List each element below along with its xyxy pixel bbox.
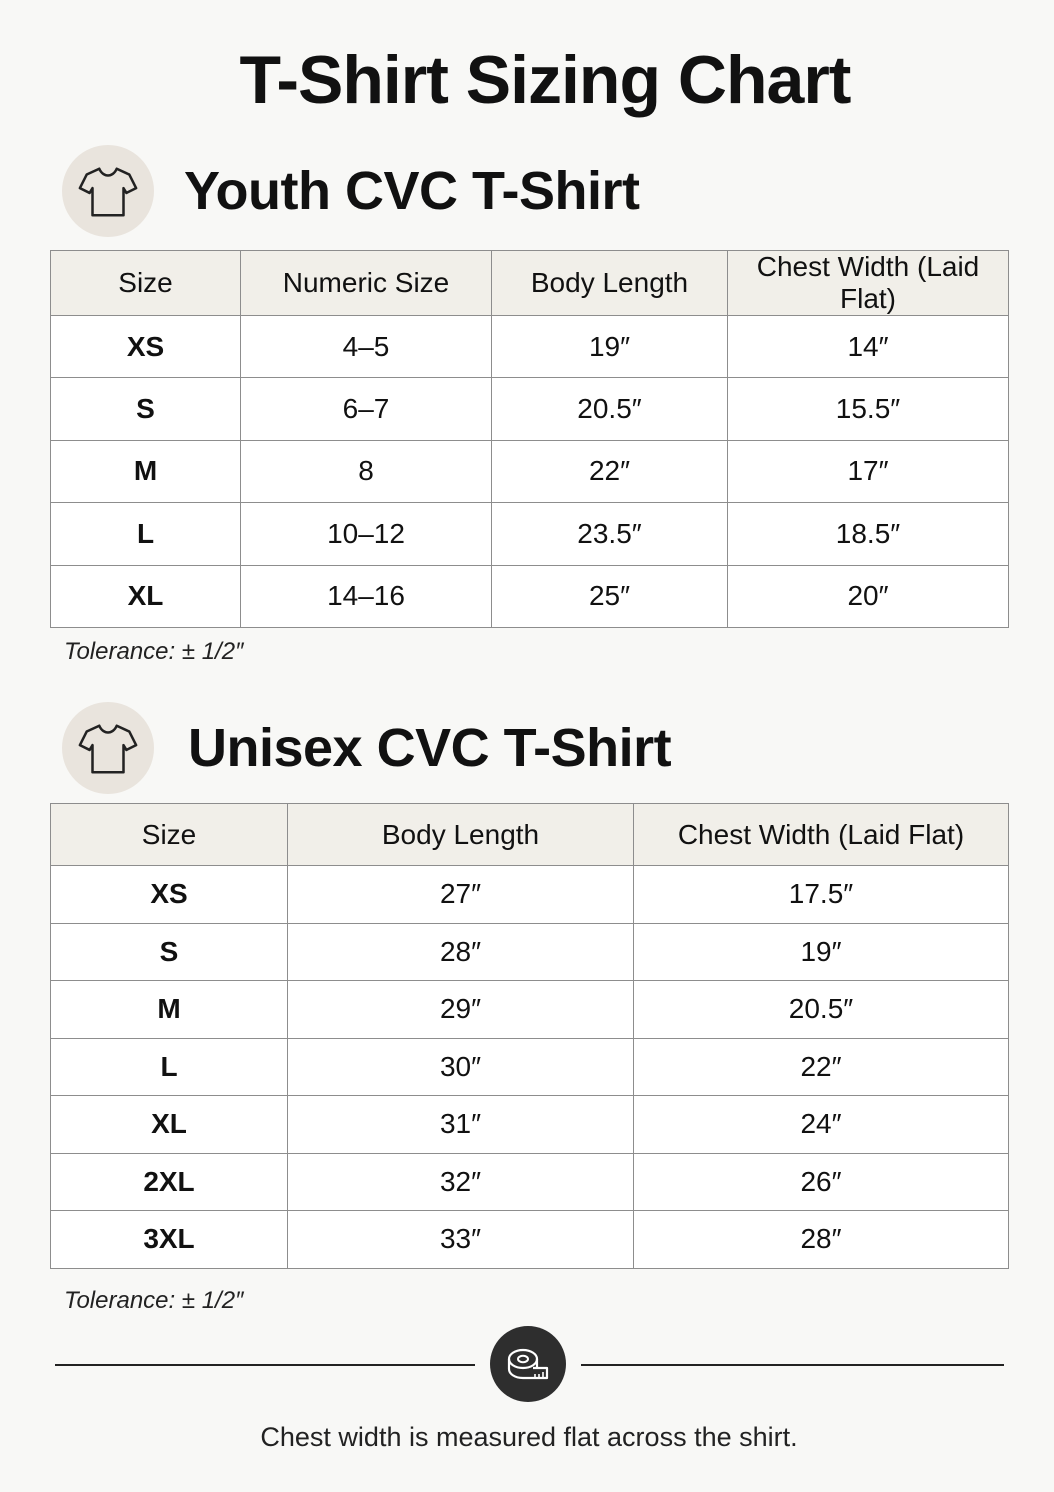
column-header-size: Size (51, 804, 288, 866)
size-cell: 2XL (51, 1153, 288, 1211)
youth-section-title: Youth CVC T-Shirt (184, 161, 640, 221)
size-cell: XS (51, 316, 241, 378)
body-length-cell: 31″ (288, 1096, 634, 1154)
body-length-cell: 20.5″ (492, 378, 728, 440)
chest-width-cell: 18.5″ (728, 503, 1009, 565)
chest-width-cell: 15.5″ (728, 378, 1009, 440)
column-header-size: Size (51, 251, 241, 316)
chest-width-cell: 26″ (634, 1153, 1009, 1211)
table-row (51, 1038, 1009, 1096)
unisex-tolerance-note: Tolerance: ± 1/2″ (64, 1287, 244, 1314)
chest-width-cell: 14″ (728, 316, 1009, 378)
youth-tolerance-note: Tolerance: ± 1/2″ (64, 638, 244, 665)
table-row (51, 565, 1009, 627)
table-row (51, 1096, 1009, 1154)
divider-left (55, 1364, 475, 1366)
table-header-row (51, 251, 1009, 316)
body-length-cell: 27″ (288, 866, 634, 924)
body-length-cell: 29″ (288, 981, 634, 1039)
numeric-size-cell: 14–16 (241, 565, 492, 627)
numeric-size-cell: 6–7 (241, 378, 492, 440)
column-header-numeric-size: Numeric Size (241, 251, 492, 316)
size-cell: XS (51, 866, 288, 924)
table-row (51, 981, 1009, 1039)
table-header-row (51, 804, 1009, 866)
table-row (51, 923, 1009, 981)
table-row (51, 1153, 1009, 1211)
divider-right (581, 1364, 1004, 1366)
table-row (51, 378, 1009, 440)
size-cell: S (51, 923, 288, 981)
size-cell: 3XL (51, 1211, 288, 1269)
numeric-size-cell: 4–5 (241, 316, 492, 378)
column-header-chest-width: Chest Width (Laid Flat) (728, 251, 1009, 316)
body-length-cell: 28″ (288, 923, 634, 981)
t-shirt-icon (62, 145, 154, 237)
chest-width-cell: 28″ (634, 1211, 1009, 1269)
youth-size-table (50, 250, 1009, 628)
body-length-cell: 33″ (288, 1211, 634, 1269)
body-length-cell: 30″ (288, 1038, 634, 1096)
table-row (51, 316, 1009, 378)
page-title: T-Shirt Sizing Chart (239, 42, 851, 118)
size-cell: M (51, 981, 288, 1039)
size-cell: XL (51, 565, 241, 627)
body-length-cell: 32″ (288, 1153, 634, 1211)
numeric-size-cell: 8 (241, 440, 492, 502)
footnote: Chest width is measured flat across the shirt. (260, 1422, 798, 1452)
chest-width-cell: 17″ (728, 440, 1009, 502)
chest-width-cell: 19″ (634, 923, 1009, 981)
size-cell: S (51, 378, 241, 440)
chest-width-cell: 24″ (634, 1096, 1009, 1154)
table-row (51, 440, 1009, 502)
body-length-cell: 19″ (492, 316, 728, 378)
chest-width-cell: 22″ (634, 1038, 1009, 1096)
column-header-body-length: Body Length (288, 804, 634, 866)
size-cell: XL (51, 1096, 288, 1154)
body-length-cell: 23.5″ (492, 503, 728, 565)
table-row (51, 1211, 1009, 1269)
body-length-cell: 25″ (492, 565, 728, 627)
chest-width-cell: 17.5″ (634, 866, 1009, 924)
unisex-section-title: Unisex CVC T-Shirt (188, 718, 672, 778)
size-cell: L (51, 503, 241, 565)
measuring-tape-icon (490, 1326, 566, 1402)
table-row (51, 866, 1009, 924)
chest-width-cell: 20.5″ (634, 981, 1009, 1039)
unisex-section-header (62, 700, 671, 796)
body-length-cell: 22″ (492, 440, 728, 502)
numeric-size-cell: 10–12 (241, 503, 492, 565)
size-cell: M (51, 440, 241, 502)
chest-width-cell: 20″ (728, 565, 1009, 627)
table-row (51, 503, 1009, 565)
t-shirt-icon (62, 702, 154, 794)
unisex-size-table (50, 803, 1009, 1269)
youth-section-header (62, 143, 639, 239)
size-cell: L (51, 1038, 288, 1096)
column-header-body-length: Body Length (492, 251, 728, 316)
column-header-chest-width: Chest Width (Laid Flat) (634, 804, 1009, 866)
